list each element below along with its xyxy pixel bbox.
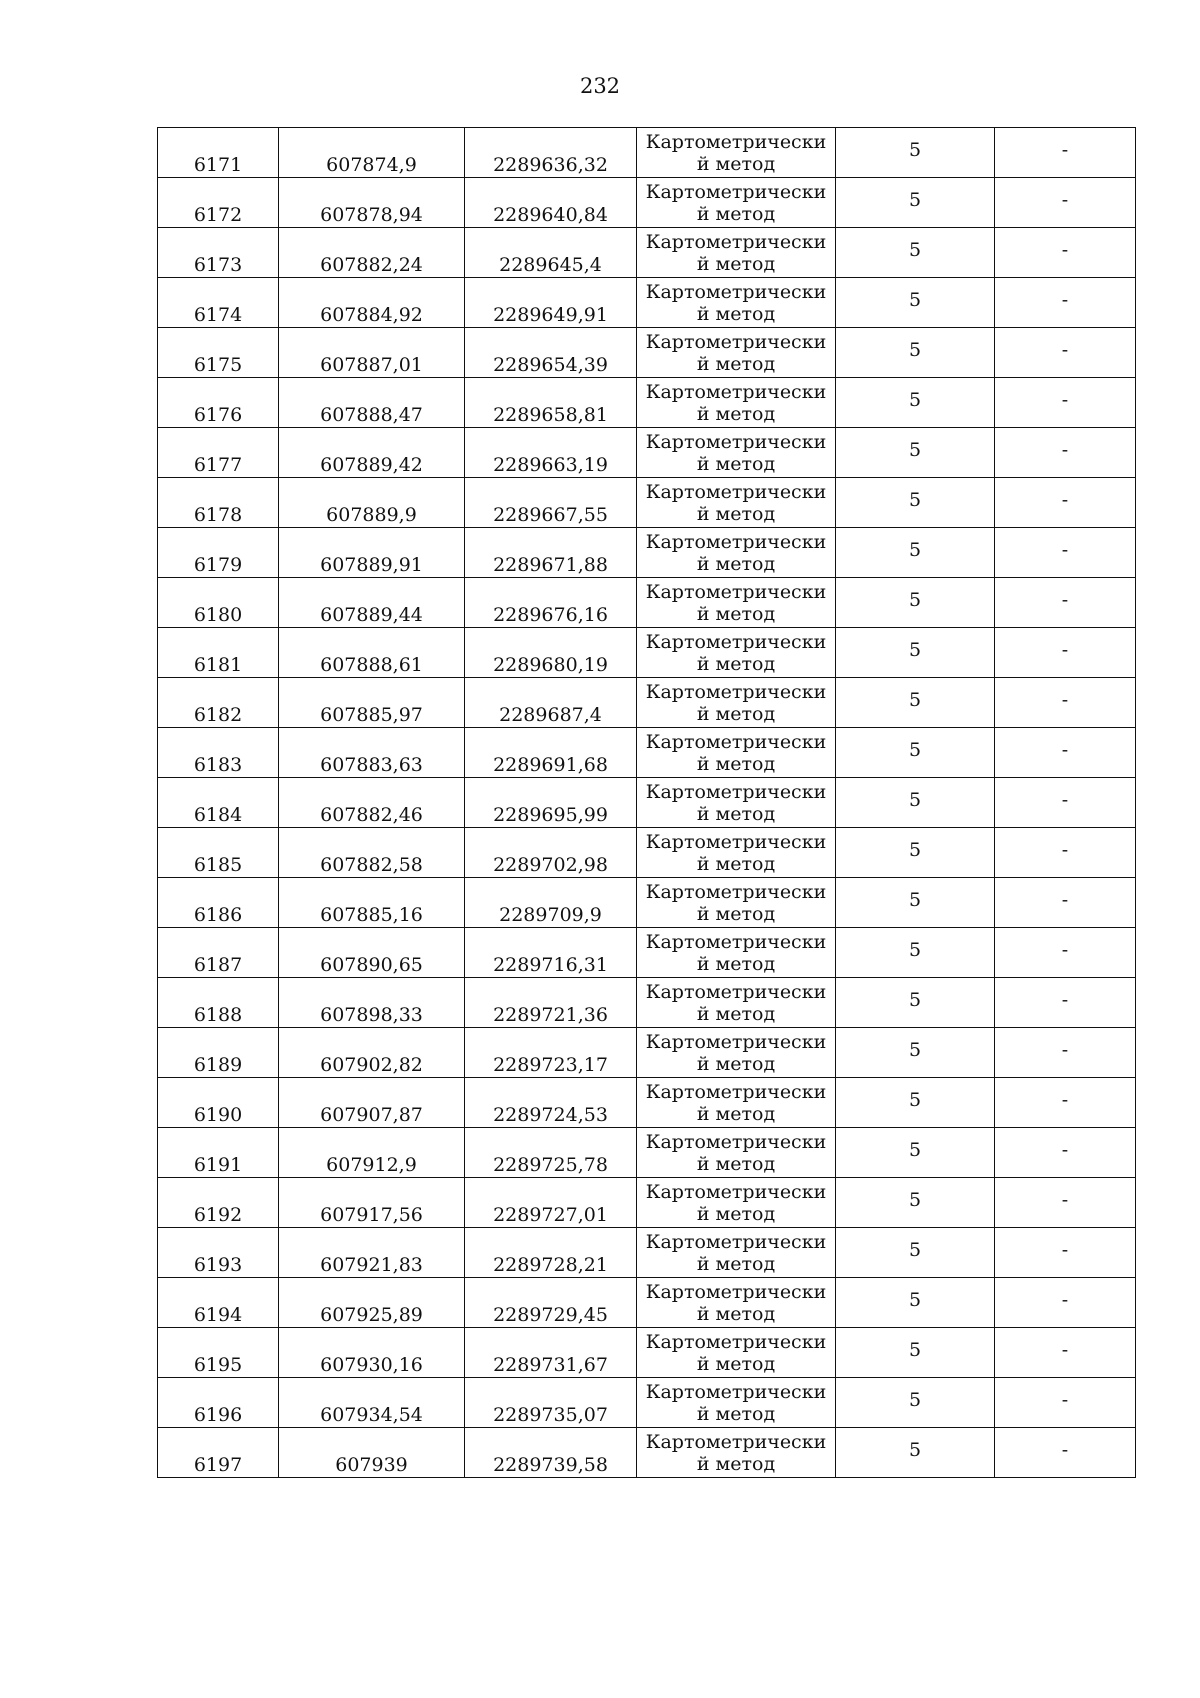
y-coordinate-cell: 2289723,17 <box>465 1028 637 1078</box>
note-cell: - <box>995 1128 1136 1178</box>
x-coordinate-cell: 607930,16 <box>279 1328 465 1378</box>
x-coordinate-cell: 607882,24 <box>279 228 465 278</box>
table-row <box>158 978 1136 1028</box>
y-coordinate-cell: 2289709,9 <box>465 878 637 928</box>
y-coordinate-cell: 2289649,91 <box>465 278 637 328</box>
method-text: Картометрический метод <box>645 1180 827 1225</box>
method-text: Картометрический метод <box>645 930 827 975</box>
note-cell: - <box>995 728 1136 778</box>
x-coordinate-cell: 607907,87 <box>279 1078 465 1128</box>
method-text: Картометрический метод <box>645 830 827 875</box>
point-number-cell: 6178 <box>158 478 279 528</box>
y-coordinate-cell: 2289695,99 <box>465 778 637 828</box>
point-number-cell: 6180 <box>158 578 279 628</box>
table-row <box>158 228 1136 278</box>
note-cell: - <box>995 328 1136 378</box>
y-coordinate-cell: 2289739,58 <box>465 1428 637 1478</box>
accuracy-cell: 5 <box>836 1178 995 1228</box>
x-coordinate-cell: 607921,83 <box>279 1228 465 1278</box>
coordinates-table <box>157 127 1136 1478</box>
method-text: Картометрический метод <box>645 630 827 675</box>
method-text: Картометрический метод <box>645 130 827 175</box>
table-row <box>158 1428 1136 1478</box>
note-cell: - <box>995 928 1136 978</box>
table-row <box>158 678 1136 728</box>
table-row <box>158 328 1136 378</box>
x-coordinate-cell: 607878,94 <box>279 178 465 228</box>
x-coordinate-cell: 607939 <box>279 1428 465 1478</box>
x-coordinate-cell: 607902,82 <box>279 1028 465 1078</box>
note-cell: - <box>995 1278 1136 1328</box>
x-coordinate-cell: 607889,9 <box>279 478 465 528</box>
note-cell: - <box>995 378 1136 428</box>
accuracy-cell: 5 <box>836 1328 995 1378</box>
y-coordinate-cell: 2289671,88 <box>465 528 637 578</box>
accuracy-cell: 5 <box>836 828 995 878</box>
x-coordinate-cell: 607889,44 <box>279 578 465 628</box>
accuracy-cell: 5 <box>836 278 995 328</box>
table-row <box>158 128 1136 178</box>
method-text: Картометрический метод <box>645 980 827 1025</box>
point-number-cell: 6197 <box>158 1428 279 1478</box>
method-cell <box>637 378 836 428</box>
note-cell: - <box>995 628 1136 678</box>
method-cell <box>637 328 836 378</box>
method-text: Картометрический метод <box>645 1030 827 1075</box>
x-coordinate-cell: 607925,89 <box>279 1278 465 1328</box>
method-text: Картометрический метод <box>645 680 827 725</box>
note-cell: - <box>995 478 1136 528</box>
y-coordinate-cell: 2289724,53 <box>465 1078 637 1128</box>
accuracy-cell: 5 <box>836 1278 995 1328</box>
method-text: Картометрический метод <box>645 230 827 275</box>
method-text: Картометрический метод <box>645 430 827 475</box>
accuracy-cell: 5 <box>836 878 995 928</box>
point-number-cell: 6183 <box>158 728 279 778</box>
method-cell <box>637 778 836 828</box>
y-coordinate-cell: 2289727,01 <box>465 1178 637 1228</box>
note-cell: - <box>995 578 1136 628</box>
table-row <box>158 378 1136 428</box>
table-row <box>158 728 1136 778</box>
y-coordinate-cell: 2289636,32 <box>465 128 637 178</box>
table-row <box>158 278 1136 328</box>
y-coordinate-cell: 2289676,16 <box>465 578 637 628</box>
accuracy-cell: 5 <box>836 378 995 428</box>
method-cell <box>637 478 836 528</box>
x-coordinate-cell: 607883,63 <box>279 728 465 778</box>
accuracy-cell: 5 <box>836 728 995 778</box>
table-row <box>158 1178 1136 1228</box>
note-cell: - <box>995 1178 1136 1228</box>
table-row <box>158 478 1136 528</box>
y-coordinate-cell: 2289731,67 <box>465 1328 637 1378</box>
accuracy-cell: 5 <box>836 178 995 228</box>
x-coordinate-cell: 607885,16 <box>279 878 465 928</box>
method-cell <box>637 728 836 778</box>
note-cell: - <box>995 128 1136 178</box>
y-coordinate-cell: 2289716,31 <box>465 928 637 978</box>
point-number-cell: 6175 <box>158 328 279 378</box>
x-coordinate-cell: 607887,01 <box>279 328 465 378</box>
method-cell <box>637 928 836 978</box>
note-cell: - <box>995 1428 1136 1478</box>
accuracy-cell: 5 <box>836 928 995 978</box>
method-cell <box>637 1378 836 1428</box>
table-row <box>158 1278 1136 1328</box>
method-cell <box>637 978 836 1028</box>
x-coordinate-cell: 607889,42 <box>279 428 465 478</box>
y-coordinate-cell: 2289729,45 <box>465 1278 637 1328</box>
table-row <box>158 578 1136 628</box>
accuracy-cell: 5 <box>836 128 995 178</box>
note-cell: - <box>995 278 1136 328</box>
method-cell <box>637 128 836 178</box>
table-row <box>158 1328 1136 1378</box>
page-number: 232 <box>579 74 621 98</box>
method-text: Картометрический метод <box>645 1130 827 1175</box>
method-text: Картометрический метод <box>645 1380 827 1425</box>
point-number-cell: 6187 <box>158 928 279 978</box>
method-text: Картометрический метод <box>645 1230 827 1275</box>
y-coordinate-cell: 2289640,84 <box>465 178 637 228</box>
accuracy-cell: 5 <box>836 478 995 528</box>
y-coordinate-cell: 2289735,07 <box>465 1378 637 1428</box>
table-row <box>158 878 1136 928</box>
table-row <box>158 1078 1136 1128</box>
point-number-cell: 6188 <box>158 978 279 1028</box>
point-number-cell: 6191 <box>158 1128 279 1178</box>
method-text: Картометрический метод <box>645 1430 827 1475</box>
note-cell: - <box>995 1378 1136 1428</box>
y-coordinate-cell: 2289702,98 <box>465 828 637 878</box>
method-cell <box>637 1328 836 1378</box>
table-row <box>158 1028 1136 1078</box>
note-cell: - <box>995 678 1136 728</box>
note-cell: - <box>995 1028 1136 1078</box>
method-cell <box>637 1078 836 1128</box>
method-text: Картометрический метод <box>645 780 827 825</box>
x-coordinate-cell: 607917,56 <box>279 1178 465 1228</box>
y-coordinate-cell: 2289667,55 <box>465 478 637 528</box>
point-number-cell: 6189 <box>158 1028 279 1078</box>
method-cell <box>637 578 836 628</box>
x-coordinate-cell: 607882,46 <box>279 778 465 828</box>
method-text: Картометрический метод <box>645 880 827 925</box>
accuracy-cell: 5 <box>836 978 995 1028</box>
method-text: Картометрический метод <box>645 730 827 775</box>
point-number-cell: 6194 <box>158 1278 279 1328</box>
y-coordinate-cell: 2289691,68 <box>465 728 637 778</box>
point-number-cell: 6190 <box>158 1078 279 1128</box>
note-cell: - <box>995 1328 1136 1378</box>
y-coordinate-cell: 2289663,19 <box>465 428 637 478</box>
point-number-cell: 6172 <box>158 178 279 228</box>
point-number-cell: 6177 <box>158 428 279 478</box>
y-coordinate-cell: 2289680,19 <box>465 628 637 678</box>
method-cell <box>637 228 836 278</box>
x-coordinate-cell: 607884,92 <box>279 278 465 328</box>
point-number-cell: 6185 <box>158 828 279 878</box>
point-number-cell: 6181 <box>158 628 279 678</box>
method-cell <box>637 1228 836 1278</box>
point-number-cell: 6182 <box>158 678 279 728</box>
y-coordinate-cell: 2289645,4 <box>465 228 637 278</box>
accuracy-cell: 5 <box>836 528 995 578</box>
table-row <box>158 628 1136 678</box>
x-coordinate-cell: 607934,54 <box>279 1378 465 1428</box>
note-cell: - <box>995 178 1136 228</box>
note-cell: - <box>995 978 1136 1028</box>
method-cell <box>637 628 836 678</box>
table-row <box>158 428 1136 478</box>
accuracy-cell: 5 <box>836 328 995 378</box>
method-text: Картометрический метод <box>645 330 827 375</box>
method-text: Картометрический метод <box>645 1080 827 1125</box>
x-coordinate-cell: 607912,9 <box>279 1128 465 1178</box>
method-text: Картометрический метод <box>645 580 827 625</box>
method-cell <box>637 528 836 578</box>
point-number-cell: 6184 <box>158 778 279 828</box>
x-coordinate-cell: 607890,65 <box>279 928 465 978</box>
point-number-cell: 6196 <box>158 1378 279 1428</box>
accuracy-cell: 5 <box>836 1078 995 1128</box>
coordinates-table-body <box>158 128 1136 1478</box>
table-row <box>158 178 1136 228</box>
accuracy-cell: 5 <box>836 628 995 678</box>
accuracy-cell: 5 <box>836 578 995 628</box>
accuracy-cell: 5 <box>836 1228 995 1278</box>
table-row <box>158 528 1136 578</box>
x-coordinate-cell: 607874,9 <box>279 128 465 178</box>
accuracy-cell: 5 <box>836 1028 995 1078</box>
table-row <box>158 1128 1136 1178</box>
note-cell: - <box>995 1228 1136 1278</box>
method-cell <box>637 1278 836 1328</box>
point-number-cell: 6195 <box>158 1328 279 1378</box>
table-row <box>158 1228 1136 1278</box>
method-text: Картометрический метод <box>645 180 827 225</box>
method-cell <box>637 678 836 728</box>
note-cell: - <box>995 428 1136 478</box>
point-number-cell: 6186 <box>158 878 279 928</box>
method-text: Картометрический метод <box>645 480 827 525</box>
method-cell <box>637 878 836 928</box>
note-cell: - <box>995 528 1136 578</box>
point-number-cell: 6173 <box>158 228 279 278</box>
method-cell <box>637 1428 836 1478</box>
method-cell <box>637 178 836 228</box>
point-number-cell: 6192 <box>158 1178 279 1228</box>
method-cell <box>637 1128 836 1178</box>
x-coordinate-cell: 607888,47 <box>279 378 465 428</box>
accuracy-cell: 5 <box>836 778 995 828</box>
method-cell <box>637 278 836 328</box>
method-text: Картометрический метод <box>645 380 827 425</box>
table-row <box>158 1378 1136 1428</box>
point-number-cell: 6176 <box>158 378 279 428</box>
x-coordinate-cell: 607889,91 <box>279 528 465 578</box>
accuracy-cell: 5 <box>836 1128 995 1178</box>
method-cell <box>637 828 836 878</box>
note-cell: - <box>995 878 1136 928</box>
point-number-cell: 6171 <box>158 128 279 178</box>
table-row <box>158 828 1136 878</box>
point-number-cell: 6193 <box>158 1228 279 1278</box>
y-coordinate-cell: 2289654,39 <box>465 328 637 378</box>
y-coordinate-cell: 2289721,36 <box>465 978 637 1028</box>
method-cell <box>637 1178 836 1228</box>
note-cell: - <box>995 828 1136 878</box>
x-coordinate-cell: 607882,58 <box>279 828 465 878</box>
table-row <box>158 778 1136 828</box>
point-number-cell: 6174 <box>158 278 279 328</box>
method-text: Картометрический метод <box>645 280 827 325</box>
y-coordinate-cell: 2289687,4 <box>465 678 637 728</box>
method-text: Картометрический метод <box>645 530 827 575</box>
accuracy-cell: 5 <box>836 1428 995 1478</box>
y-coordinate-cell: 2289725,78 <box>465 1128 637 1178</box>
table-row <box>158 928 1136 978</box>
x-coordinate-cell: 607898,33 <box>279 978 465 1028</box>
note-cell: - <box>995 778 1136 828</box>
x-coordinate-cell: 607885,97 <box>279 678 465 728</box>
point-number-cell: 6179 <box>158 528 279 578</box>
accuracy-cell: 5 <box>836 678 995 728</box>
method-cell <box>637 428 836 478</box>
note-cell: - <box>995 1078 1136 1128</box>
x-coordinate-cell: 607888,61 <box>279 628 465 678</box>
accuracy-cell: 5 <box>836 428 995 478</box>
method-text: Картометрический метод <box>645 1330 827 1375</box>
accuracy-cell: 5 <box>836 1378 995 1428</box>
method-cell <box>637 1028 836 1078</box>
accuracy-cell: 5 <box>836 228 995 278</box>
note-cell: - <box>995 228 1136 278</box>
method-text: Картометрический метод <box>645 1280 827 1325</box>
y-coordinate-cell: 2289728,21 <box>465 1228 637 1278</box>
y-coordinate-cell: 2289658,81 <box>465 378 637 428</box>
